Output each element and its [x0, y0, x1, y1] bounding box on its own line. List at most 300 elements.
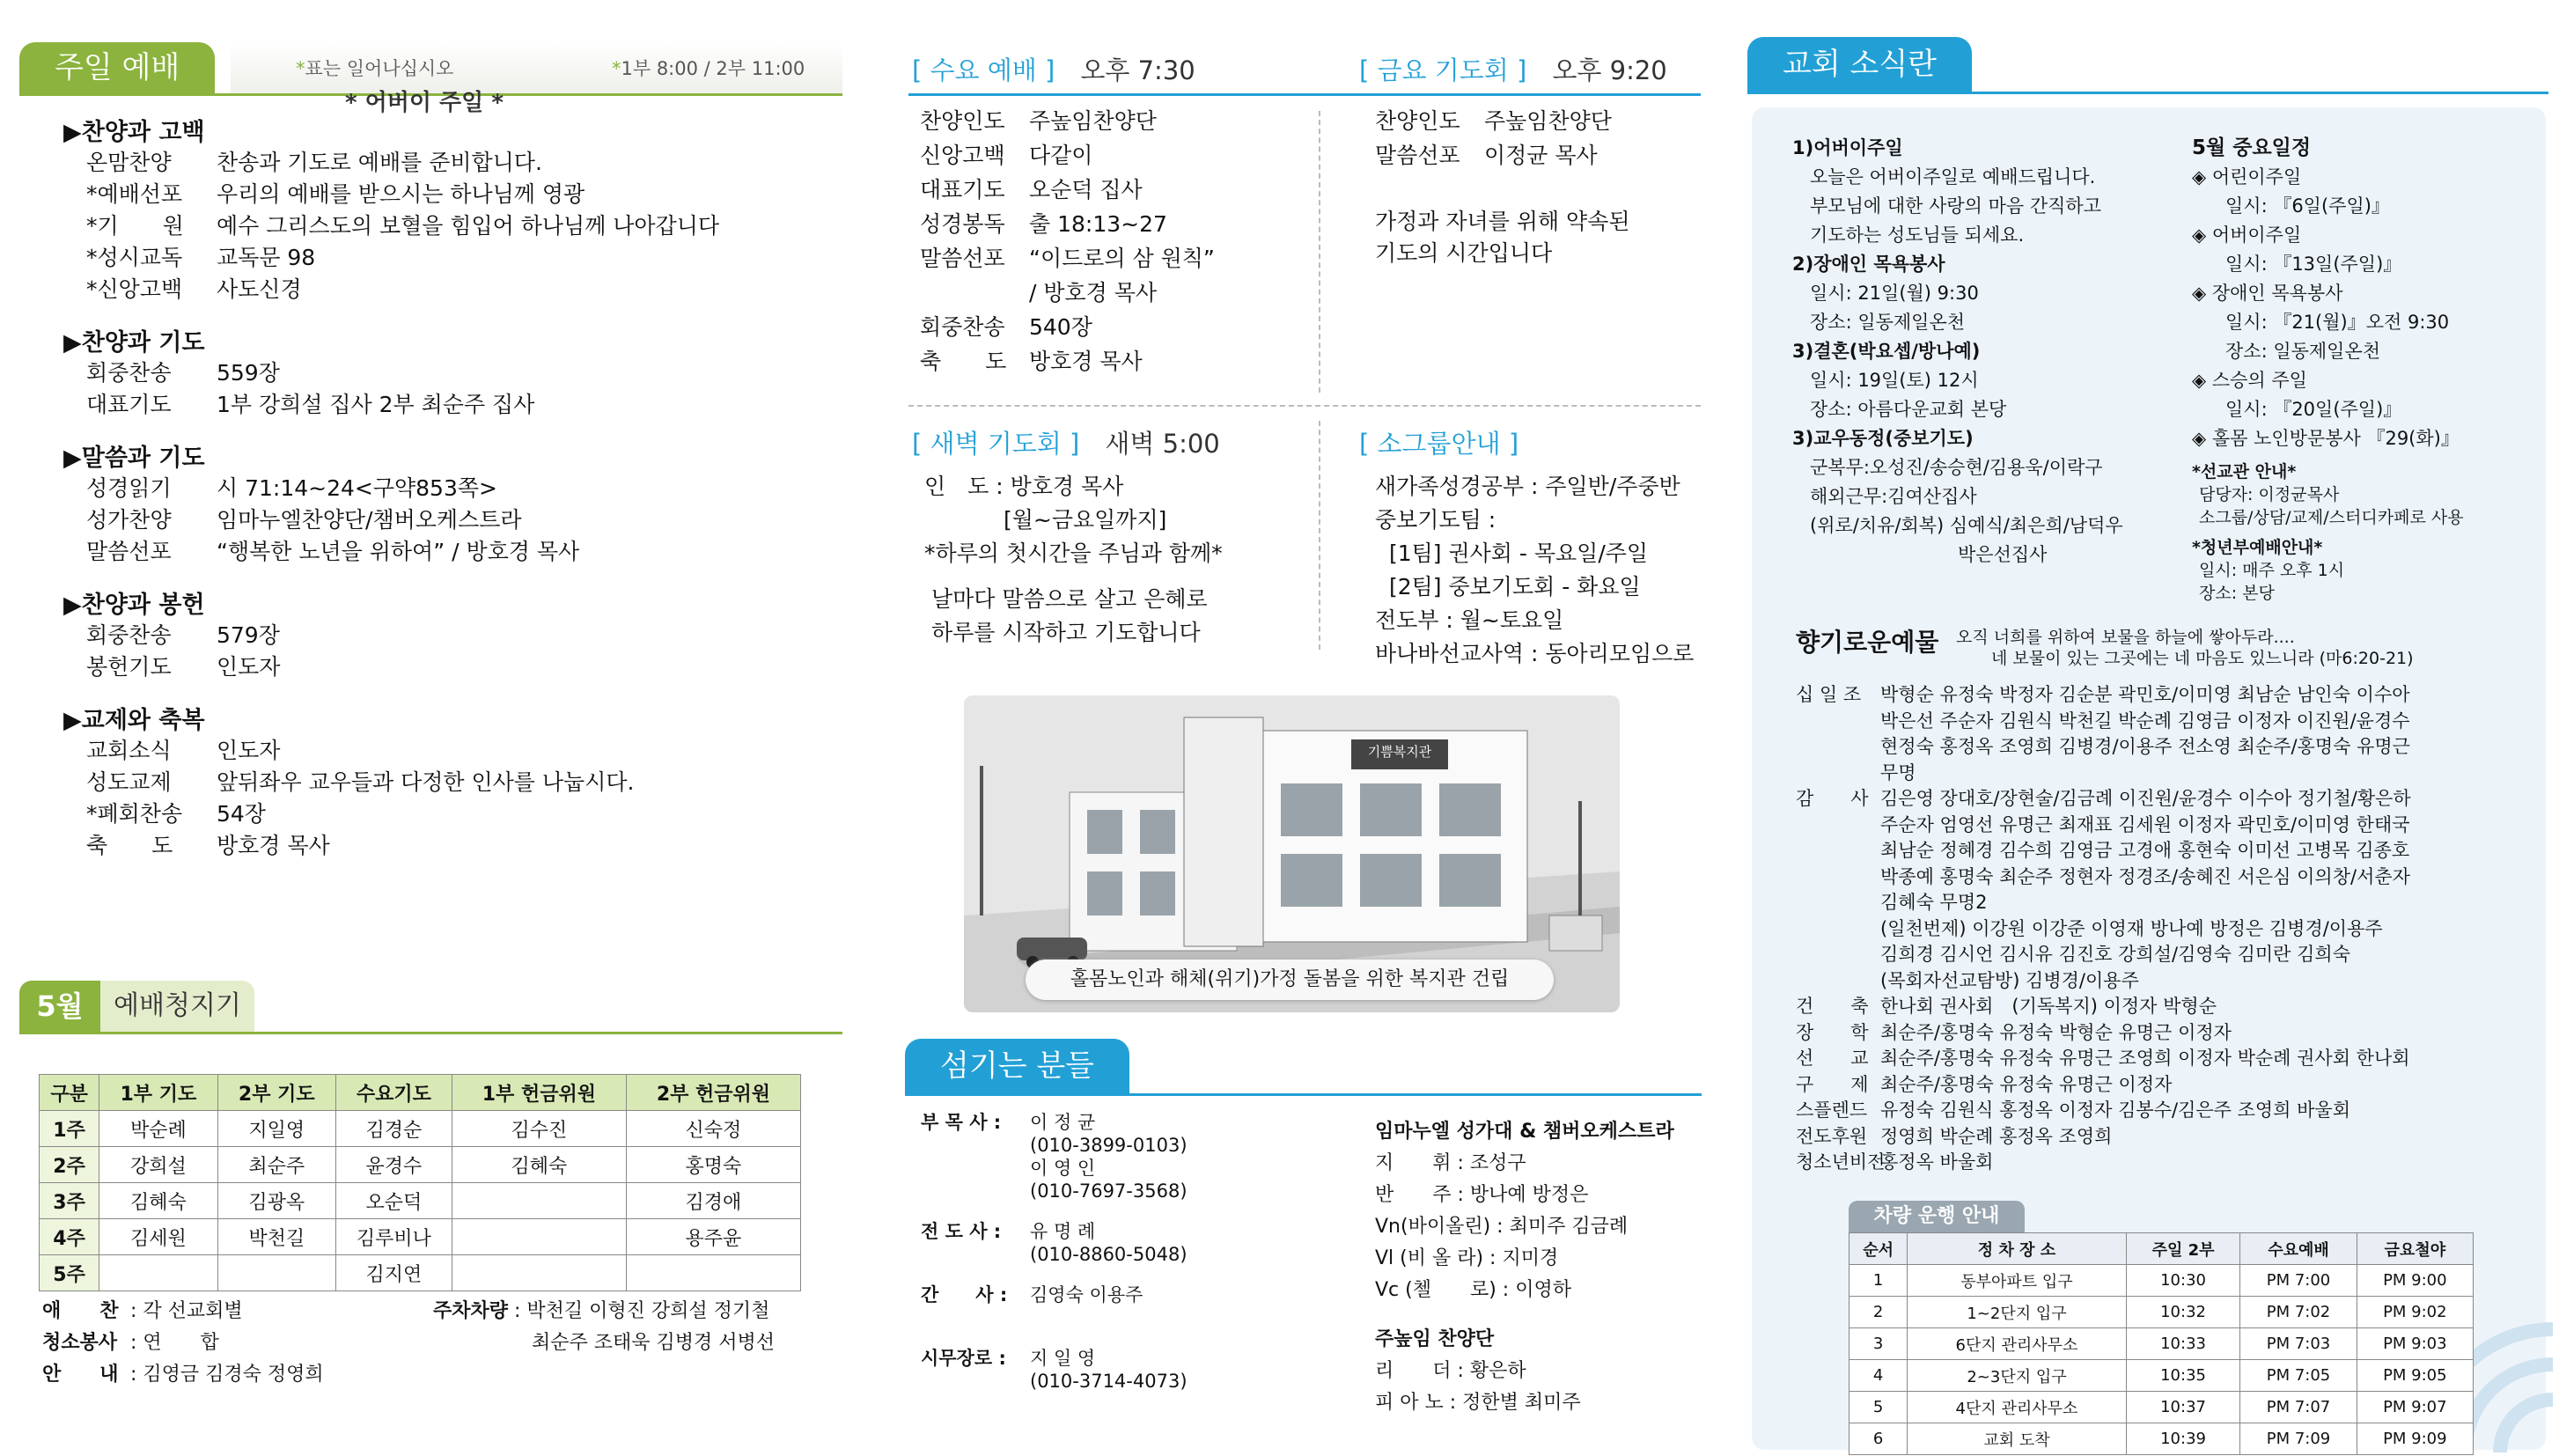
order-value: 앞뒤좌우 교우들과 다정한 인사를 나눕시다. — [217, 769, 635, 795]
vehicle-cell: 1 — [1849, 1265, 1908, 1297]
news-divider — [1747, 92, 2548, 94]
offering-row — [1796, 734, 2411, 761]
offering-row — [1796, 1124, 2411, 1151]
order-row — [67, 274, 824, 305]
month-badge: 5월 — [19, 981, 100, 1032]
vehicle-cell: 10:35 — [2126, 1360, 2240, 1392]
parking-line-1: 박천길 이형진 강희설 정기철 — [526, 1300, 770, 1322]
section-title: ▶찬양과 봉헌 — [63, 592, 205, 619]
vehicle-cell: 4 — [1849, 1360, 1908, 1392]
schedule-row — [40, 1147, 801, 1183]
schedule-cell: 김세원 — [99, 1219, 217, 1255]
service-label: 신앙고백 — [920, 143, 1005, 168]
news-tab: 교회 소식란 — [1747, 37, 1972, 92]
order-value: 임마누엘찬양단/챔버오케스트라 — [217, 507, 522, 533]
parking-info: 주차차량 : 박천길 이형진 강희설 정기철 최순주 조태욱 김병경 서병선 — [433, 1296, 775, 1359]
offering-category: 스플렌드 — [1796, 1099, 1868, 1121]
vehicle-row — [1849, 1423, 2474, 1455]
schedule-detail: 일시: 『13일(주일)』 — [2225, 254, 2402, 275]
schedule-event: ◈ 장애인 목욕봉사 — [2192, 283, 2343, 304]
offering-names: (일천번제) 이강원 이강준 이영재 방나예 방정은 김병경/이용주 — [1880, 917, 2383, 939]
mid-top-divider — [908, 93, 1701, 96]
order-label: 성가찬양 — [86, 507, 172, 533]
offering-names: 박종예 홍명숙 최순주 정현자 정경조/송혜진 서은심 이의창/서춘자 — [1880, 865, 2410, 887]
order-label: 온맘찬양 — [86, 150, 172, 175]
schedule-cell: 2주 — [40, 1147, 99, 1183]
service-label: 찬양인도 — [920, 108, 1005, 134]
service-row — [920, 173, 1215, 207]
schedule-detail: 장소: 일동제일온천 — [2225, 341, 2381, 362]
news-line: 군복무:오성진/송승현/김용욱/이락구 — [1810, 457, 2103, 478]
schedule-cell — [452, 1219, 626, 1255]
schedule-cell: 김혜숙 — [99, 1183, 217, 1219]
order-label: 대표기도 — [86, 392, 172, 417]
vehicle-cell: 10:39 — [2126, 1423, 2240, 1455]
section-title: ▶찬양과 고백 — [63, 119, 205, 146]
vehicle-header-cell: 금요철야 — [2357, 1233, 2473, 1265]
footer-value: 김영금 김경숙 정영희 — [143, 1364, 324, 1386]
offering-names: 유정숙 김원식 홍정옥 이정자 김봉수/김은주 조영희 바울회 — [1880, 1099, 2350, 1121]
schedule-cell — [626, 1255, 800, 1291]
vehicle-cell: 4단지 관리사무소 — [1908, 1392, 2127, 1423]
service-value: 주높임찬양단 — [1484, 108, 1612, 134]
special-sunday-title: * 어버이 주일 * — [345, 90, 504, 116]
schedule-header-cell: 구분 — [40, 1075, 99, 1111]
schedule-cell: 김지연 — [335, 1255, 452, 1291]
vehicle-cell: PM 9:07 — [2357, 1392, 2473, 1423]
schedule-footer — [42, 1296, 324, 1391]
vehicle-cell: 6 — [1849, 1423, 1908, 1455]
order-value: “행복한 노년을 위하여” / 방호경 목사 — [217, 539, 580, 564]
offering-row — [1796, 916, 2411, 943]
order-row — [67, 179, 824, 210]
offering-category: 전도후원 — [1796, 1125, 1868, 1147]
mid-middle-divider — [908, 405, 1701, 407]
offering-verse: 오직 너희를 위하여 보물을 하늘에 쌓아두라.... 네 보물이 있는 그곳에는 네 마음도 있느니라 (마6:20-21) — [1956, 628, 2414, 668]
vehicle-cell: PM 7:09 — [2240, 1423, 2357, 1455]
service-value: 방호경 목사 — [1029, 349, 1143, 374]
vehicle-cell: PM 9:00 — [2357, 1265, 2473, 1297]
staff-value: 최미주 김금례 — [1509, 1216, 1629, 1238]
vehicle-cell: PM 9:03 — [2357, 1328, 2473, 1360]
order-row — [67, 830, 824, 862]
staff-label: Vn(바이올린) : — [1375, 1216, 1504, 1238]
schedule-row — [40, 1183, 801, 1219]
order-value: 방호경 목사 — [217, 833, 330, 858]
vehicle-cell: PM 9:02 — [2357, 1297, 2473, 1328]
vehicle-cell: PM 7:02 — [2240, 1297, 2357, 1328]
schedule-cell — [452, 1255, 626, 1291]
schedule-table — [39, 1074, 801, 1291]
servers-divider — [905, 1093, 1702, 1096]
staff-label: Vc (첼 로) : — [1375, 1279, 1510, 1301]
service-label: 성경봉독 — [920, 211, 1005, 237]
news-line: 오늘은 어버이주일로 예배드립니다. — [1810, 166, 2096, 188]
vehicle-cell: 2 — [1849, 1297, 1908, 1328]
staff-row — [1375, 1387, 1674, 1419]
mid-vertical-divider-2 — [1319, 421, 1320, 650]
small-group-info: 새가족성경공부 : 주일반/주중반 중보기도팀 : [1팀] 권사회 - 목요일/주일 [2팀] 중보기도회 - 화요일 전도부 : 월~토요일 바나바선교사역 : 동아리모임으로 — [1375, 474, 1695, 666]
section-title: ▶교제와 축복 — [63, 707, 205, 734]
schedule-header-cell: 1부 헌금위원 — [452, 1075, 626, 1111]
order-label: 교회소식 — [86, 738, 172, 763]
order-label: 성도교제 — [86, 769, 172, 795]
staff-row — [1375, 1180, 1674, 1211]
schedule-detail: 일시: 『20일(주일)』 — [2225, 399, 2402, 420]
schedule-cell: 김수진 — [452, 1111, 626, 1147]
servers-tab: 섬기는 분들 — [905, 1039, 1129, 1093]
parking-line-2: 최순주 조태욱 김병경 서병선 — [532, 1332, 776, 1354]
schedule-cell: 강희설 — [99, 1147, 217, 1183]
order-row — [67, 651, 824, 683]
footer-row: 애 찬 : 각 선교회별 — [42, 1296, 324, 1327]
schedule-event: ◈ 어린이주일 — [2192, 166, 2302, 188]
offering-names: (목회자선교탐방) 김병경/이용주 — [1880, 969, 2139, 991]
staff-label: 리 더 : — [1375, 1360, 1464, 1382]
footer-row: 청소봉사 : 연 합 — [42, 1327, 324, 1359]
vehicle-cell: PM 7:03 — [2240, 1328, 2357, 1360]
offering-names: 정영희 박순례 홍정옥 조영희 — [1880, 1125, 2113, 1147]
offering-names: 한나회 권사회 (기독복지) 이정자 박형순 — [1880, 996, 2217, 1017]
schedule-cell: 3주 — [40, 1183, 99, 1219]
vehicle-cell: 교회 도착 — [1908, 1423, 2127, 1455]
schedule-header-cell: 2부 헌금위원 — [626, 1075, 800, 1111]
schedule-row — [40, 1255, 801, 1291]
order-row — [67, 767, 824, 798]
offering-row — [1796, 942, 2411, 968]
news-left — [1792, 134, 2123, 570]
offering-row — [1796, 1046, 2411, 1072]
order-label: 봉헌기도 — [86, 654, 172, 680]
news-heading: 3)교우동정(중보기도) — [1792, 428, 1974, 449]
offering-row — [1796, 709, 2411, 735]
offering-names: 박은선 주순자 김원식 박천길 박순례 김영금 이정자 이진원/윤경수 — [1880, 710, 2410, 732]
order-label: 말씀선포 — [86, 539, 172, 564]
staff-value: 방나예 방정은 — [1469, 1184, 1589, 1206]
section-title: ▶말씀과 기도 — [63, 445, 205, 472]
vehicle-row — [1849, 1265, 2474, 1297]
order-row — [67, 357, 824, 389]
offering-names: 최순주/홍명숙 유정숙 유명근 조영희 이정자 박순례 권사회 한나회 — [1880, 1048, 2410, 1069]
sunday-tab: 주일 예배 — [19, 42, 215, 93]
staff-value: 황은하 — [1469, 1360, 1526, 1382]
offering-names: 최순주/홍명숙 유정숙 유명근 이정자 — [1880, 1073, 2173, 1095]
order-value: 1부 강희설 집사 2부 최순주 집사 — [217, 392, 535, 417]
staff-value: 지미경 — [1502, 1247, 1559, 1269]
vehicle-cell: PM 7:05 — [2240, 1360, 2357, 1392]
friday-note: 가정과 자녀를 위해 약속된 기도의 시간입니다 — [1375, 209, 1630, 266]
offering-row — [1796, 968, 2411, 995]
news-line: 박은선집사 — [1810, 544, 2048, 565]
service-value: “이드로의 삼 원칙” — [1029, 246, 1215, 271]
service-value: 540장 — [1029, 314, 1092, 340]
vehicle-cell: 10:30 — [2126, 1265, 2240, 1297]
offering-row — [1796, 1098, 2411, 1124]
staff-label: 지 휘 : — [1375, 1152, 1464, 1174]
sunday-order — [63, 113, 824, 862]
order-value: 54장 — [217, 801, 266, 827]
offering-row — [1796, 864, 2411, 891]
schedule-cell: 김루비나 — [335, 1219, 452, 1255]
order-row — [67, 210, 824, 242]
offering-row — [1796, 813, 2411, 839]
news-line: 일시: 21일(월) 9:30 — [1810, 283, 1979, 304]
order-label: 축 도 — [86, 833, 173, 858]
staff-row — [1375, 1356, 1674, 1387]
offering-names: 주순자 엄영선 유명근 최재표 김세원 이정자 곽민호/이미영 한태국 — [1880, 813, 2410, 835]
news-line: 기도하는 성도님들 되세요. — [1810, 224, 2025, 246]
vehicle-row — [1849, 1392, 2474, 1423]
service-row — [1375, 104, 1612, 138]
order-label: *성시교독 — [86, 245, 183, 270]
schedule-cell: 김혜숙 — [452, 1147, 626, 1183]
order-value: 우리의 예배를 받으시는 하나님께 영광 — [217, 181, 585, 207]
order-value: 찬송과 기도로 예배를 준비합니다. — [217, 150, 542, 175]
staff-label: 피 아 노 : — [1375, 1392, 1457, 1414]
friday-order — [1375, 104, 1612, 173]
schedule-row — [40, 1219, 801, 1255]
vehicle-cell: 10:33 — [2126, 1328, 2240, 1360]
building-sign: 기쁨복지관 — [1367, 744, 1432, 760]
offering-names: 최남순 정혜경 김수희 김영금 고경애 홍현숙 이미선 고병목 김종호 — [1880, 840, 2410, 861]
vehicle-cell: PM 7:07 — [2240, 1392, 2357, 1423]
vehicle-header-cell: 주일 2부 — [2126, 1233, 2240, 1265]
vehicle-cell: 동부아파트 입구 — [1908, 1265, 2127, 1297]
order-value: 559장 — [217, 360, 280, 386]
service-times: *1부 8:00 / 2부 11:00 — [612, 58, 805, 79]
schedule-header-cell: 2부 기도 — [217, 1075, 335, 1111]
news-line: 장소: 아름다운교회 본당 — [1810, 399, 2007, 420]
section-title: ▶찬양과 기도 — [63, 329, 205, 357]
order-row — [67, 242, 824, 274]
service-value: 주높임찬양단 — [1029, 108, 1157, 134]
order-value: 예수 그리스도의 보혈을 힘입어 하나님께 나아갑니다 — [217, 213, 720, 239]
staff-label: Vl (비 올 라) : — [1375, 1247, 1496, 1269]
service-label: 축 도 — [920, 349, 1007, 374]
dawn-header: [ 새벽 기도회 ] 새벽 5:00 — [912, 429, 1220, 459]
order-label: *폐회찬송 — [86, 801, 183, 827]
vehicle-cell: PM 9:09 — [2357, 1423, 2473, 1455]
service-row — [920, 310, 1215, 344]
offering-names: 현정숙 홍정옥 조영희 김병경/이용주 전소영 최순주/홍명숙 유명근 — [1880, 736, 2410, 757]
schedule-cell: 1주 — [40, 1111, 99, 1147]
service-label: 말씀선포 — [920, 246, 1005, 271]
order-label: *신앙고백 — [86, 276, 183, 302]
small-group-header: [ 소그룹안내 ] — [1359, 429, 1519, 459]
order-value: 시 71:14~24<구약853쪽> — [217, 475, 497, 501]
schedule-header-cell: 수요기도 — [335, 1075, 452, 1111]
offering-names: 무명 — [1880, 761, 1916, 783]
footer-value: 연 합 — [143, 1332, 219, 1354]
vehicle-cell: 6단지 관리사무소 — [1908, 1328, 2127, 1360]
order-row — [67, 147, 824, 179]
footer-row: 안 내 : 김영금 김경숙 정영희 — [42, 1359, 324, 1391]
order-value: 사도신경 — [217, 276, 302, 302]
vehicle-cell: 10:32 — [2126, 1297, 2240, 1328]
staff-row — [1375, 1148, 1674, 1180]
schedule-event: ◈ 어버이주일 — [2192, 224, 2302, 246]
staff-value: 정한별 최미주 — [1462, 1392, 1581, 1414]
vehicle-title: 차량 운행 안내 — [1849, 1201, 2025, 1232]
staff-row — [1375, 1211, 1674, 1243]
choir-list: 임마누엘 성가대 & 챔버오케스트라 지 휘 : 조성구 반 주 : 방나예 방정은 Vn(바이올린) : 최미주 김금례 Vl (비 올 라) : 지미경 Vc (첼 로) : 이영하 주높임 찬양단 리 더 : 황은하 피 아 노 : 정한별 최미주 — [1375, 1116, 1674, 1419]
may-key-schedule: 5월 중요일정 ◈ 어린이주일 일시: 『6일(주일)』 ◈ 어버이주일 일시: 『13일(주일)』 ◈ 장애인 목욕봉사 일시: 『21(월)』오전 9:30 장소: 일동제일온천 ◈ 스승의 주일 일시: 『20일(주일)』 ◈ 홀몸 노인방문봉사 『29(화)』 *선교관 안내* 담당자: 이정균목사 소그룹/상담/교제/스터디카페로 사용 *청년부예배안내* 일시: 매주 오후 1시 장소: 본당 — [2192, 136, 2464, 603]
offering-names: 김은영 장대호/장현술/김금례 이진원/윤경수 이수아 정기철/황은하 — [1880, 788, 2411, 809]
order-row — [67, 473, 824, 504]
staff-list: 부 목 사 : 이 정 균 (010-3899-0103) 이 영 인 (010-7697-3568) 전 도 사 : 유 명 례 (010-8860-5048) 간 사 : 김영숙 이용주 시무장로 : 지 일 영 (010-3714-4073) — [921, 1112, 1188, 1392]
footer-label: 청소봉사 — [42, 1332, 118, 1354]
schedule-cell: 지일영 — [217, 1111, 335, 1147]
schedule-cell: 용주윤 — [626, 1219, 800, 1255]
order-value: 교독문 98 — [217, 245, 316, 270]
offering-category: 십 일 조 — [1796, 684, 1862, 705]
vehicle-table — [1849, 1232, 2474, 1455]
vehicle-cell: 10:37 — [2126, 1392, 2240, 1423]
service-row — [920, 241, 1215, 276]
offering-names: 홍정옥 바울회 — [1880, 1151, 1994, 1173]
order-row — [67, 536, 824, 568]
order-label: 성경읽기 — [86, 475, 172, 501]
vehicle-cell: PM 7:00 — [2240, 1265, 2357, 1297]
offering-category: 감 사 — [1796, 788, 1869, 809]
news-line: 해외근무:김여산집사 — [1810, 486, 1977, 507]
schedule-cell: 5주 — [40, 1255, 99, 1291]
staff-row — [1375, 1243, 1674, 1275]
schedule-header-cell: 1부 기도 — [99, 1075, 217, 1111]
schedule-row — [40, 1111, 801, 1147]
parking-label: 주차차량 — [433, 1300, 509, 1322]
news-line: 장소: 일동제일온천 — [1810, 312, 1966, 333]
stand-note: *표는 일어나십시오 — [296, 58, 454, 79]
schedule-cell: 홍명숙 — [626, 1147, 800, 1183]
wednesday-order — [920, 104, 1215, 379]
friday-header: [ 금요 기도회 ] 오후 9:20 — [1359, 55, 1667, 85]
footer-value: 각 선교회별 — [143, 1300, 243, 1322]
offering-names: 박형순 유정숙 박정자 김순분 곽민호/이미영 최남순 남인숙 이수아 — [1880, 684, 2410, 705]
offering-header: 향기로운예물 — [1796, 628, 1939, 657]
news-heading: 3)결혼(박요셉/방나예) — [1792, 341, 1981, 362]
offering-row — [1796, 786, 2411, 813]
staff-label: 반 주 : — [1375, 1184, 1464, 1206]
service-value: 이정균 목사 — [1484, 143, 1598, 168]
order-value: 인도자 — [217, 654, 281, 680]
schedule-cell: 윤경수 — [335, 1147, 452, 1183]
schedule-cell: 박천길 — [217, 1219, 335, 1255]
welfare-building-illustration — [964, 695, 1620, 1012]
vehicle-row — [1849, 1360, 2474, 1392]
vehicle-row — [1849, 1328, 2474, 1360]
dawn-info: 인 도 : 방호경 목사 [월~금요일까지] *하루의 첫시간을 주님과 함께* 날마다 말씀으로 살고 은혜로 하루를 시작하고 기도합니다 — [924, 474, 1223, 645]
service-label: 말씀선포 — [1375, 143, 1460, 168]
vehicle-cell: 1~2단지 입구 — [1908, 1297, 2127, 1328]
schedule-detail: 일시: 『21(월)』오전 9:30 — [2225, 312, 2450, 333]
schedule-event: ◈ 스승의 주일 — [2192, 370, 2307, 391]
schedule-cell — [99, 1255, 217, 1291]
offering-names: 최순주/홍명숙 유정숙 박형순 유명근 이정자 — [1880, 1021, 2232, 1043]
news-line: (위로/치유/회복) 심예식/최은희/남덕우 — [1810, 515, 2123, 536]
schedule-event: ◈ 홀몸 노인방문봉사 『29(화)』 — [2192, 428, 2460, 449]
vehicle-cell: 3 — [1849, 1328, 1908, 1360]
order-value: 인도자 — [217, 738, 281, 763]
service-row — [920, 344, 1215, 379]
schedule-cell — [217, 1255, 335, 1291]
order-row — [67, 735, 824, 767]
schedule-cell: 김광옥 — [217, 1183, 335, 1219]
news-line: 부모님에 대한 사랑의 마음 간직하고 — [1810, 195, 2101, 217]
news-heading: 2)장애인 목욕봉사 — [1792, 254, 1945, 275]
offering-category: 건 축 — [1796, 996, 1869, 1017]
schedule-cell: 신숙정 — [626, 1111, 800, 1147]
schedule-cell — [452, 1183, 626, 1219]
order-label: 회중찬송 — [86, 622, 172, 648]
news-heading: 1)어버이주일 — [1792, 137, 1903, 158]
order-label: *기 원 — [86, 213, 184, 239]
schedule-cell: 김경순 — [335, 1111, 452, 1147]
service-label: 회중찬송 — [920, 314, 1005, 340]
schedule-cell: 최순주 — [217, 1147, 335, 1183]
order-label: 회중찬송 — [86, 360, 172, 386]
order-value: 579장 — [217, 622, 280, 648]
offering-category: 청소년비전 — [1796, 1151, 1886, 1173]
service-value: 오순덕 집사 — [1029, 177, 1143, 202]
wednesday-header: [ 수요 예배 ] 오후 7:30 — [912, 55, 1195, 85]
order-row — [67, 798, 824, 830]
offering-category: 구 제 — [1796, 1073, 1869, 1095]
order-label: *예배선포 — [86, 181, 183, 207]
staff-value: 조성구 — [1469, 1152, 1526, 1174]
schedule-cell: 박순례 — [99, 1111, 217, 1147]
service-row — [1375, 138, 1612, 173]
staff-value: 이영하 — [1515, 1279, 1571, 1301]
vehicle-cell: 2~3단지 입구 — [1908, 1360, 2127, 1392]
schedule-title: 예배청지기 — [100, 981, 254, 1032]
service-value: 다같이 — [1029, 143, 1093, 168]
offering-row — [1796, 761, 2411, 787]
schedule-detail: 일시: 『6일(주일)』 — [2225, 195, 2390, 217]
vehicle-header-cell: 수요예배 — [2240, 1233, 2357, 1265]
footer-label: 애 찬 — [42, 1300, 119, 1322]
offering-category: 장 학 — [1796, 1021, 1869, 1043]
order-row — [67, 504, 824, 536]
building-caption: 홀몸노인과 해체(위기)가정 돌봄을 위한 복지관 건립 — [1026, 960, 1554, 1000]
service-value: / 방호경 목사 — [1029, 280, 1158, 305]
offering-names: 김혜숙 무명2 — [1880, 892, 1988, 913]
offering-row — [1796, 1072, 2411, 1099]
offering-row — [1796, 1150, 2411, 1176]
footer-label: 안 내 — [42, 1364, 119, 1386]
service-row — [920, 276, 1215, 310]
offering-names: 김희경 김시언 김시유 김진호 강희설/김영숙 김미란 김희숙 — [1880, 944, 2350, 965]
offering-row — [1796, 994, 2411, 1020]
offering-row — [1796, 890, 2411, 916]
service-row — [920, 104, 1215, 138]
offering-list — [1796, 682, 2411, 1176]
mid-vertical-divider — [1319, 111, 1320, 393]
schedule-divider — [19, 1032, 842, 1034]
vehicle-cell: PM 9:05 — [2357, 1360, 2473, 1392]
offering-row — [1796, 838, 2411, 864]
offering-category: 선 교 — [1796, 1048, 1869, 1069]
service-value: 출 18:13~27 — [1029, 211, 1167, 237]
vehicle-cell: 5 — [1849, 1392, 1908, 1423]
vehicle-header-cell: 순서 — [1849, 1233, 1908, 1265]
vehicle-header-cell: 정 차 장 소 — [1908, 1233, 2127, 1265]
schedule-cell: 오순덕 — [335, 1183, 452, 1219]
order-row — [67, 620, 824, 651]
service-label: 찬양인도 — [1375, 108, 1460, 134]
vehicle-row — [1849, 1297, 2474, 1328]
service-row — [920, 207, 1215, 241]
